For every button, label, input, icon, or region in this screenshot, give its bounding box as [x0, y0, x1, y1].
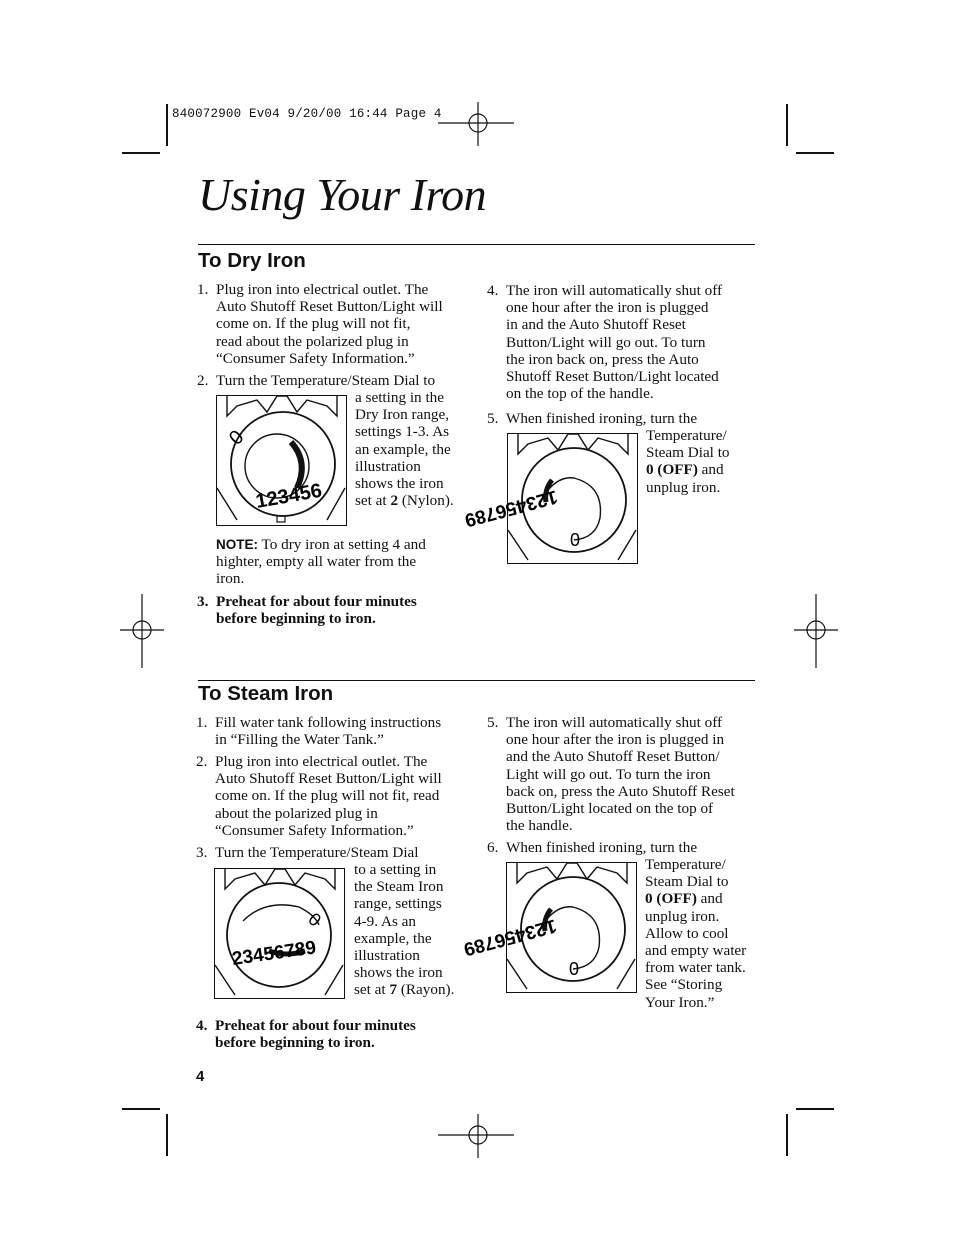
step-number: 2. [197, 372, 209, 389]
dial-drawing [461, 863, 636, 992]
step-text: unplug iron. [646, 478, 721, 496]
step-text: See “Storing [645, 976, 723, 994]
dial-drawing [462, 434, 637, 563]
dial-illustration-dry [216, 395, 347, 526]
crop-mark [122, 1108, 160, 1110]
step-text: Preheat for about four minutes [216, 593, 417, 610]
print-slug: 840072900 Ev04 9/20/00 16:44 Page 4 [172, 107, 442, 121]
dry-note [216, 536, 476, 588]
step-text: When finished ironing, turn the [506, 410, 698, 427]
dial-settings-label: 123456789 [462, 485, 560, 531]
step-text: illustration [354, 947, 420, 965]
steam-step-3-wrap [354, 861, 484, 999]
registration-mark-right [792, 592, 840, 672]
step-text: and [696, 890, 723, 908]
dial-settings-label: 23456789 [230, 937, 318, 970]
step-text: Temperature/ [645, 856, 726, 873]
registration-mark-top [438, 100, 518, 148]
step-text: Your Iron.” [645, 993, 715, 1011]
step-text: one hour after the iron is plugged in [506, 731, 725, 749]
crop-mark [796, 1108, 834, 1110]
step-text: in “Filling the Water Tank.” [215, 731, 384, 749]
step-text: Shutoff Reset Button/Light located [506, 368, 719, 386]
dial-illustration-dry-off [462, 433, 638, 564]
step-text: in and the Auto Shutoff Reset [506, 316, 686, 334]
step-text: the Steam Iron [354, 878, 444, 896]
section-rule [198, 244, 755, 245]
step-text: unplug iron. [645, 907, 720, 925]
step-text: Light will go out. To turn the iron [506, 765, 711, 783]
step-text: set at [355, 492, 391, 510]
step-text: The iron will automatically shut off [506, 714, 723, 731]
step-number: 5. [487, 714, 499, 731]
section-rule [198, 680, 755, 681]
page-number: 4 [196, 1068, 205, 1085]
setting-value: 0 (OFF) [646, 461, 698, 479]
setting-value: 0 (OFF) [645, 890, 697, 908]
step-text: a setting in the [355, 389, 444, 406]
step-text: shows the iron [355, 475, 444, 493]
step-text: Auto Shutoff Reset Button/Light will [216, 298, 443, 316]
crop-mark [796, 152, 834, 154]
step-number: 4. [487, 282, 499, 299]
step-text: the handle. [506, 817, 573, 835]
crop-mark [166, 104, 168, 146]
step-text: Plug iron into electrical outlet. The [216, 281, 429, 298]
crop-mark [122, 152, 160, 154]
step-number: 4. [196, 1017, 208, 1034]
step-text: on the top of the handle. [506, 385, 654, 403]
dial-drawing [217, 396, 346, 525]
dial-illustration-steam [214, 868, 345, 999]
step-text: When finished ironing, turn the [506, 839, 698, 856]
step-text: back on, press the Auto Shutoff Reset [506, 782, 735, 800]
registration-mark-bottom [438, 1112, 518, 1160]
step-text: The iron will automatically shut off [506, 282, 723, 299]
step-text: 4-9. As an [354, 912, 417, 930]
note-text: iron. [216, 570, 245, 588]
section-heading-steam-iron: To Steam Iron [198, 682, 334, 705]
step-text: Steam Dial to [645, 873, 729, 891]
step-text: and empty water [645, 942, 747, 960]
page-title: Using Your Iron [198, 169, 487, 220]
crop-mark [166, 1114, 168, 1156]
dial-illustration-steam-off [461, 862, 637, 993]
step-text: to a setting in [354, 861, 437, 878]
setting-value: 2 [390, 492, 399, 510]
crop-mark [786, 104, 788, 146]
step-text: about the polarized plug in [215, 804, 378, 822]
step-number: 5. [487, 410, 499, 427]
step-text: Plug iron into electrical outlet. The [215, 753, 428, 770]
step-text: Button/Light will go out. To turn [506, 333, 706, 351]
step-text: Turn the Temperature/Steam Dial [215, 844, 419, 861]
step-text: settings 1-3. As [355, 423, 450, 441]
step-text: (Nylon). [398, 492, 454, 510]
step-text: before beginning to iron. [216, 610, 376, 628]
note-label: NOTE: [216, 537, 258, 552]
step-number: 1. [196, 714, 208, 731]
setting-value: 7 [389, 981, 398, 999]
step-text: and [697, 461, 724, 479]
dry-step-2-wrap [355, 389, 485, 509]
step-number: 2. [196, 753, 208, 770]
dial-settings-label: 123456 [254, 479, 324, 513]
steam-step-6-wrap [645, 856, 760, 1011]
step-number: 3. [197, 593, 209, 610]
step-text: Allow to cool [645, 924, 729, 942]
step-text: shows the iron [354, 964, 443, 982]
step-text: Turn the Temperature/Steam Dial to [216, 372, 436, 389]
dry-step-5-wrap [646, 427, 756, 496]
dial-zero-label: 0 [570, 530, 581, 550]
dial-drawing [215, 869, 344, 998]
step-text: before beginning to iron. [215, 1034, 375, 1052]
registration-mark-left [118, 592, 166, 672]
step-text: one hour after the iron is plugged [506, 299, 709, 317]
step-text: “Consumer Safety Information.” [215, 821, 414, 839]
step-text: come on. If the plug will not fit, [216, 315, 411, 333]
step-text: Temperature/ [646, 427, 727, 444]
step-text: illustration [355, 457, 421, 475]
step-text: set at [354, 981, 390, 999]
step-text: Fill water tank following instructions [215, 714, 442, 731]
dial-zero-label: 0 [224, 426, 249, 450]
note-text: To dry iron at setting 4 and [258, 536, 426, 553]
step-text: Auto Shutoff Reset Button/Light will [215, 770, 442, 788]
dial-zero-label: 0 [569, 959, 580, 979]
step-text: the iron back on, press the Auto [506, 350, 699, 368]
step-text: read about the polarized plug in [216, 332, 409, 350]
crop-mark [786, 1114, 788, 1156]
dial-zero-label: 0 [304, 908, 325, 931]
step-text: an example, the [355, 440, 451, 458]
step-number: 6. [487, 839, 499, 856]
note-text: highter, empty all water from the [216, 553, 417, 571]
step-text: come on. If the plug will not fit, read [215, 787, 440, 805]
step-text: example, the [354, 929, 432, 947]
step-text: range, settings [354, 895, 442, 913]
step-number: 1. [197, 281, 209, 298]
section-heading-dry-iron: To Dry Iron [198, 249, 306, 272]
step-text: “Consumer Safety Information.” [216, 349, 415, 367]
step-text: (Rayon). [397, 981, 455, 999]
step-number: 3. [196, 844, 208, 861]
step-text: Steam Dial to [646, 444, 730, 462]
step-text: Button/Light located on the top of [506, 800, 714, 818]
step-text: Dry Iron range, [355, 406, 450, 424]
step-text: from water tank. [645, 959, 746, 977]
step-text: and the Auto Shutoff Reset Button/ [506, 748, 720, 766]
step-text: Preheat for about four minutes [215, 1017, 416, 1034]
dial-settings-label: 123456789 [461, 914, 559, 960]
